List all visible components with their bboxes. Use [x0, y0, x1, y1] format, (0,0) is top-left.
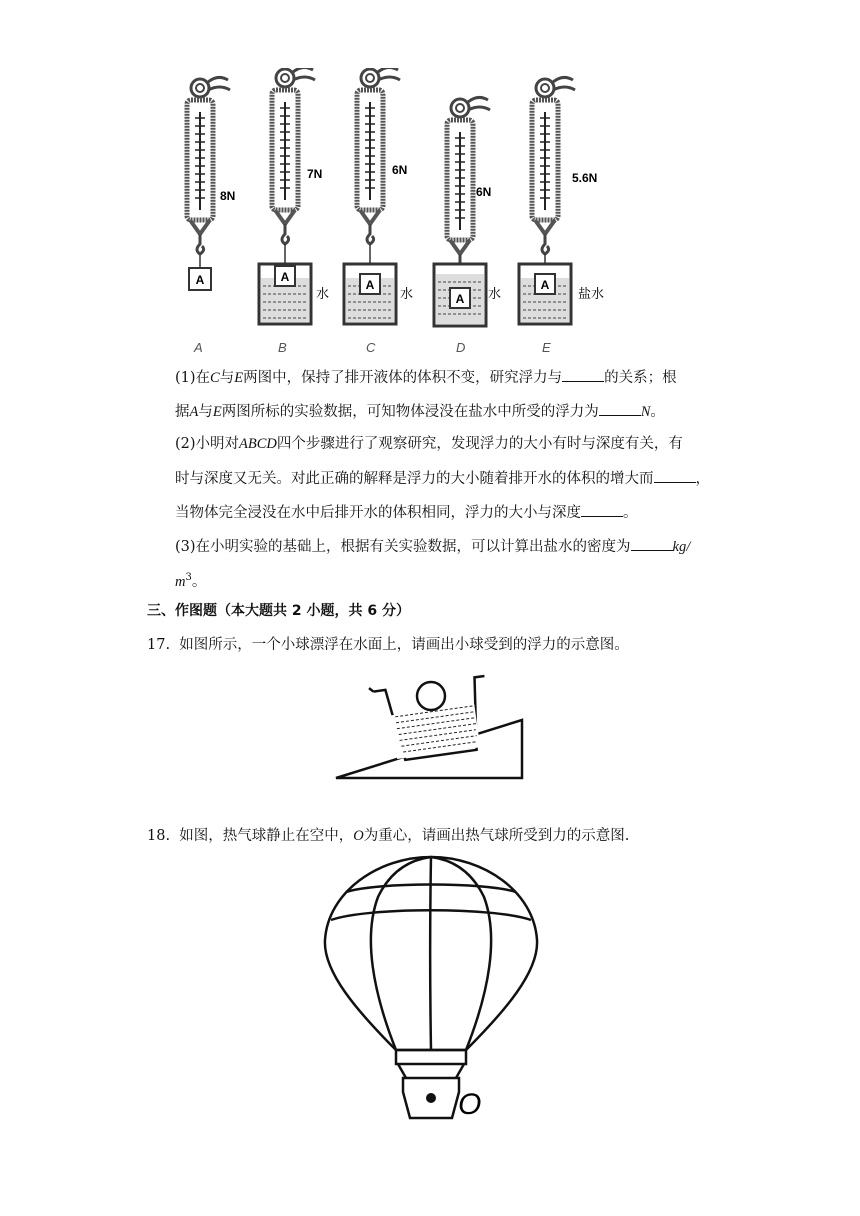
section-title: 三、作图题（本大题共 2 小题，共 6 分） [147, 603, 410, 619]
scale-b [259, 68, 315, 324]
reading-d: 6N [476, 185, 492, 199]
answer-blank[interactable] [562, 367, 604, 382]
block-label: A [365, 278, 375, 292]
q16-line-7: $m^3$。 [175, 572, 207, 590]
block-label: A [195, 273, 205, 287]
label-d: D [456, 340, 466, 355]
reading-b: 7N [307, 167, 323, 181]
q16-line-4: 时与深度又无关。对此正确的解释是浮力的大小随着排开水的体积的增大而 ， [175, 468, 710, 489]
liquid-e: 盐水 [578, 286, 605, 301]
floating-ball-figure [330, 660, 530, 785]
reading-e: 5.6N [572, 171, 598, 185]
liquid-d: 水 [488, 286, 502, 301]
q16-line-5: 当物体完全浸没在水中后排开水的体积相同，浮力的大小与深度 。 [175, 502, 638, 523]
answer-blank[interactable] [599, 401, 641, 416]
reading-c: 6N [392, 163, 408, 177]
liquid-c: 水 [400, 286, 414, 301]
block-label: A [540, 278, 550, 292]
scale-d [434, 97, 490, 326]
spring-scale-figure [170, 68, 620, 358]
scale-c [344, 68, 400, 324]
scale-a [187, 77, 230, 290]
q16-line-6: (3)在小明实验的基础上，根据有关实验数据，可以计算出盐水的密度为 kg/ [175, 536, 690, 557]
answer-blank[interactable] [581, 502, 623, 517]
liquid-b: 水 [316, 286, 330, 301]
label-a: A [194, 340, 203, 355]
answer-blank[interactable] [631, 536, 673, 551]
answer-blank[interactable] [654, 468, 696, 483]
block-label: A [280, 270, 290, 284]
block-label: A [455, 292, 465, 306]
q18-stem: 18. 如图，热气球静止在空中，O为重心，请画出热气球所受到力的示意图. [147, 828, 630, 844]
q16-line-1: (1)在C与E两图中，保持了排开液体的体积不变，研究浮力与 的关系；根 [175, 367, 677, 388]
floating-ball [417, 682, 445, 710]
label-b: B [278, 340, 287, 355]
q17-stem: 17. 如图所示，一个小球漂浮在水面上，请画出小球受到的浮力的示意图。 [147, 637, 629, 653]
center-of-gravity-dot [426, 1093, 436, 1103]
label-e: E [542, 340, 551, 355]
q16-line-2: 据A与E两图所标的实验数据，可知物体浸没在盐水中所受的浮力为 N。 [175, 401, 665, 422]
reading-a: 8N [220, 189, 236, 203]
hot-air-balloon-figure [318, 852, 548, 1127]
center-of-gravity-label: O [458, 1088, 482, 1121]
label-c: C [366, 340, 376, 355]
q16-line-3: (2)小明对ABCD四个步骤进行了观察研究，发现浮力的大小有时与深度有关，有 [175, 436, 683, 452]
scale-e [519, 77, 575, 324]
